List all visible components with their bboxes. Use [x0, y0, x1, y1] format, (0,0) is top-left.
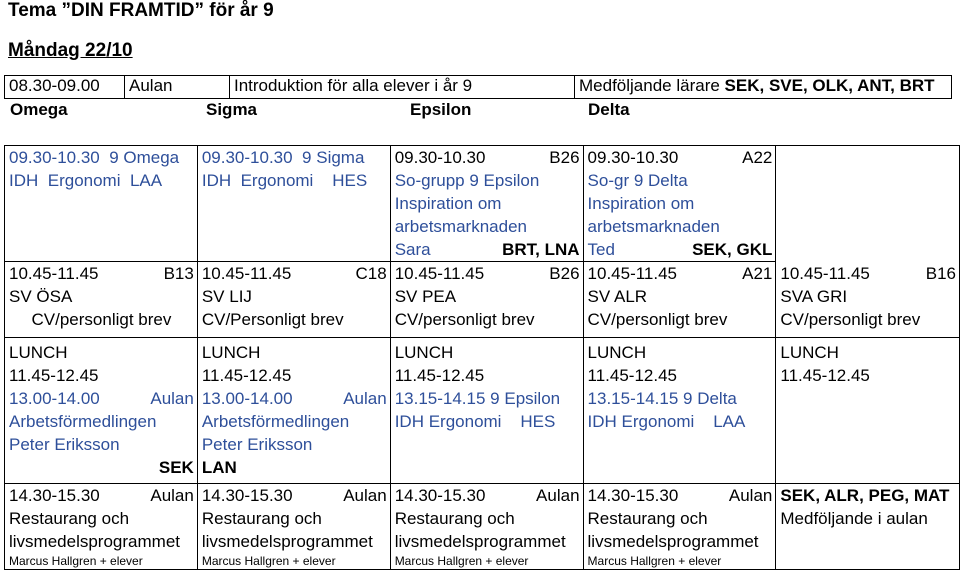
- lunch-time: 11.45-12.45: [201, 366, 292, 385]
- room: A21: [742, 264, 773, 283]
- table-row: [5, 484, 960, 570]
- topic-line1: Inspiration om: [587, 194, 695, 213]
- cell-extra-4: [776, 484, 960, 570]
- topic: CV/Personligt brev: [201, 310, 344, 329]
- table-row: [5, 262, 960, 338]
- lunch-label: LUNCH: [394, 343, 454, 362]
- page-title: Tema ”DIN FRAMTID” för år 9: [8, 0, 274, 21]
- place: Aulan: [343, 389, 387, 408]
- subject: IDH: [201, 171, 232, 190]
- subject: SV ALR: [587, 287, 648, 306]
- intro-row: [5, 76, 952, 99]
- lunch-label: LUNCH: [201, 343, 261, 362]
- lunch-time: 11.45-12.45: [394, 366, 485, 385]
- subject: SV ÖSA: [9, 287, 73, 306]
- group: So-gr 9 Delta: [587, 171, 688, 190]
- cell-epsilon-4: [390, 484, 583, 570]
- guest: Marcus Hallgren + elever: [587, 554, 722, 568]
- time: 14.30-15.30: [201, 486, 293, 505]
- group: 9 Delta: [683, 389, 737, 408]
- time: 13.00-14.00: [201, 389, 293, 408]
- group-epsilon: Epsilon: [410, 100, 472, 119]
- time: 09.30-10.30: [587, 148, 679, 167]
- lunch-time: 11.45-12.45: [587, 366, 678, 385]
- teacher: LAA: [129, 171, 163, 190]
- place: Aulan: [343, 486, 387, 505]
- topic: CV/personligt brev: [780, 309, 921, 329]
- cell-epsilon-3: [390, 338, 583, 484]
- time: 09.30-10.30: [9, 148, 100, 167]
- topic: CV/personligt brev: [31, 310, 172, 329]
- subject: IDH: [9, 171, 39, 190]
- table-row: [5, 338, 960, 484]
- cell-delta-1: [583, 146, 776, 262]
- group-omega: Omega: [10, 100, 68, 119]
- intro-time: 08.30-09.00: [5, 76, 125, 99]
- time: 13.00-14.00: [9, 389, 100, 408]
- teachers-list: SEK, SVE, OLK, ANT, BRT: [724, 76, 935, 95]
- topic-line1: Restaurang och: [201, 509, 322, 528]
- intro-table: [4, 75, 952, 99]
- note: Medföljande i aulan: [780, 509, 928, 528]
- topic: Ergonomi: [240, 171, 314, 190]
- teacher: HES: [520, 412, 556, 431]
- time: 13.15-14.15: [394, 389, 486, 408]
- date-heading: Måndag 22/10: [8, 40, 133, 61]
- group: 9 Epsilon: [490, 389, 561, 408]
- topic: CV/personligt brev: [394, 310, 535, 329]
- time: 10.45-11.45: [9, 264, 99, 283]
- teacher: SEK: [158, 458, 194, 477]
- cell-extra-1: [776, 146, 960, 262]
- topic-line1: Restaurang och: [587, 509, 708, 528]
- teacher: HES: [332, 171, 368, 190]
- topic-line2: livsmedelsprogrammet: [9, 532, 180, 551]
- topic: Ergonomi: [428, 412, 502, 431]
- room: C18: [355, 264, 387, 283]
- time: 13.15-14.15: [587, 389, 679, 408]
- lunch-label: LUNCH: [780, 343, 839, 362]
- lunch-label: LUNCH: [9, 343, 68, 362]
- teacher: BRT, LNA: [502, 240, 580, 259]
- guest: Marcus Hallgren + elever: [201, 554, 336, 568]
- cell-delta-2: [583, 262, 776, 338]
- intro-teachers: [575, 76, 952, 99]
- place: Aulan: [150, 389, 194, 408]
- topic-line1: Restaurang och: [394, 509, 515, 528]
- lunch-time: 11.45-12.45: [780, 366, 870, 385]
- cell-omega-1: [5, 146, 198, 262]
- schedule-table: [4, 145, 960, 570]
- time: 14.30-15.30: [9, 486, 100, 505]
- topic-line2: livsmedelsprogrammet: [394, 532, 566, 551]
- cell-omega-3: [5, 338, 198, 484]
- subject: SV PEA: [394, 287, 457, 306]
- lunch-time: 11.45-12.45: [9, 366, 99, 385]
- cell-sigma-4: [197, 484, 390, 570]
- subject: IDH: [394, 412, 424, 431]
- room: B26: [549, 148, 580, 167]
- cell-sigma-3: [197, 338, 390, 484]
- teacher: LAA: [713, 412, 746, 431]
- place: Aulan: [728, 486, 773, 505]
- intro-description: Introduktion för alla elever i år 9: [230, 76, 575, 99]
- topic-line2: arbetsmarknaden: [394, 217, 527, 236]
- group: 9 Sigma: [302, 148, 365, 167]
- time: 09.30-10.30: [394, 148, 486, 167]
- cell-sigma-1: [197, 146, 390, 262]
- topic: Arbetsförmedlingen: [201, 412, 350, 431]
- subject: SV LIJ: [201, 287, 252, 306]
- subject: SVA GRI: [780, 286, 848, 306]
- table-row: [5, 146, 960, 262]
- group-sigma: Sigma: [206, 100, 258, 119]
- topic: Ergonomi: [47, 171, 121, 190]
- guest: Marcus Hallgren + elever: [9, 554, 143, 568]
- guest: Peter Eriksson: [201, 435, 313, 454]
- group: 9 Omega: [109, 148, 180, 167]
- subject: IDH: [587, 412, 617, 431]
- place: Aulan: [536, 486, 580, 505]
- cell-epsilon-2: [390, 262, 583, 338]
- cell-delta-3: [583, 338, 776, 484]
- guest: Marcus Hallgren + elever: [394, 554, 529, 568]
- place: Aulan: [150, 486, 194, 505]
- group: So-grupp 9 Epsilon: [394, 171, 540, 190]
- time: 10.45-11.45: [394, 264, 485, 283]
- time: 10.45-11.45: [587, 264, 678, 283]
- topic: CV/personligt brev: [587, 310, 728, 329]
- teachers: SEK, ALR, PEG, MAT: [780, 486, 950, 505]
- topic-line1: Restaurang och: [9, 509, 130, 528]
- guest: Peter Eriksson: [9, 435, 120, 454]
- topic-line2: arbetsmarknaden: [587, 217, 720, 236]
- topic-line2: livsmedelsprogrammet: [587, 532, 759, 551]
- group-delta: Delta: [588, 100, 630, 119]
- guest: Sara: [394, 240, 431, 259]
- cell-omega-4: [5, 484, 198, 570]
- room: A22: [742, 148, 773, 167]
- topic-line2: livsmedelsprogrammet: [201, 532, 373, 551]
- intro-place: Aulan: [125, 76, 230, 99]
- teachers-label: Medföljande lärare: [579, 76, 720, 95]
- teacher: LAN: [201, 458, 237, 477]
- time: 10.45-11.45: [780, 263, 870, 283]
- guest: Ted: [587, 240, 615, 259]
- cell-omega-2: [5, 262, 198, 338]
- room: B13: [163, 264, 194, 283]
- cell-extra-2: [776, 262, 960, 338]
- topic: Arbetsförmedlingen: [9, 412, 157, 431]
- cell-delta-4: [583, 484, 776, 570]
- room: B16: [925, 263, 956, 283]
- teacher: SEK, GKL: [692, 240, 773, 259]
- time: 14.30-15.30: [587, 486, 679, 505]
- cell-extra-3: [776, 338, 960, 484]
- time: 14.30-15.30: [394, 486, 486, 505]
- cell-epsilon-1: [390, 146, 583, 262]
- topic-line1: Inspiration om: [394, 194, 502, 213]
- cell-sigma-2: [197, 262, 390, 338]
- time: 10.45-11.45: [201, 264, 292, 283]
- time: 09.30-10.30: [201, 148, 293, 167]
- lunch-label: LUNCH: [587, 343, 647, 362]
- topic: Ergonomi: [621, 412, 695, 431]
- room: B26: [549, 264, 580, 283]
